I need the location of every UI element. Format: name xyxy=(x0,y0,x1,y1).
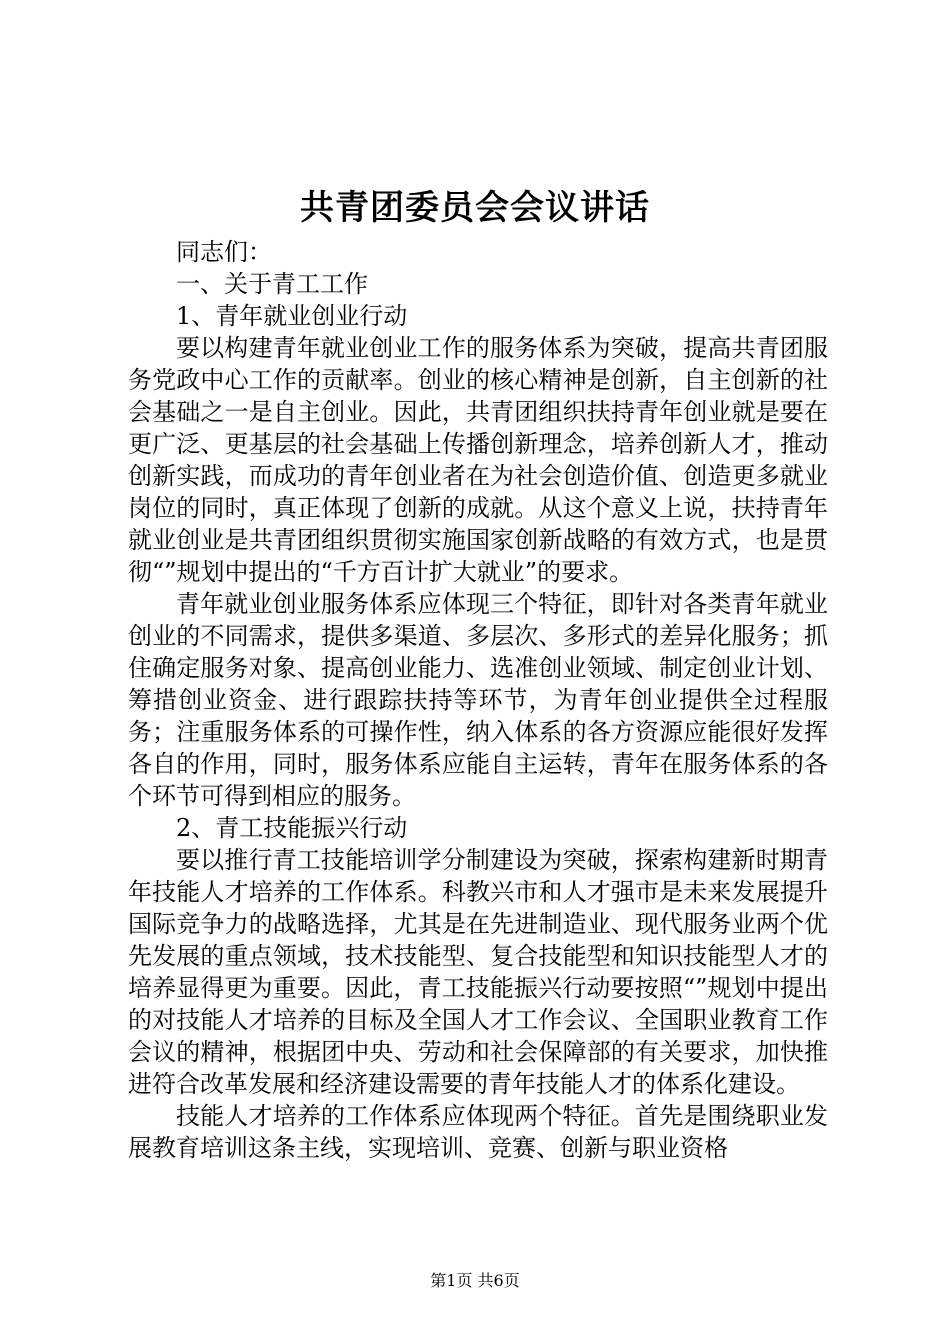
document-title: 共青团委员会会议讲话 xyxy=(300,188,650,228)
subsection-heading: 2、青工技能振兴行动 xyxy=(176,814,408,842)
section-heading: 一、关于青工工作 xyxy=(176,270,368,298)
body-paragraph: 要以构建青年就业创业工作的服务体系为突破，提高共青团服务党政中心工作的贡献率。创业的核心精神是创新，自主创新的社会基础之一是自主创业。因此，共青团组织扶持青年创业就是要在更广泛、更基层的社会基础上传播创新理念，培养创新人才，推动创新实践，而成功的青年创业者在为社会创造价值、创造更多就业岗位的同时，真正体现了创新的成就。从这个意义上说，扶持青年就业创业是共青团组织贯彻实施国家创新战略的有效方式，也是贯彻“”规划中提出的“千方百计扩大就业”的要求。 xyxy=(128,334,828,586)
subsection-heading: 1、青年就业创业行动 xyxy=(176,302,408,330)
page-footer: 第1页 共6页 xyxy=(430,1271,520,1290)
body-paragraph: 青年就业创业服务体系应体现三个特征，即针对各类青年就业创业的不同需求，提供多渠道、多层次、多形式的差异化服务；抓住确定服务对象、提高创业能力、选准创业领域、制定创业计划、筹措创业资金、进行跟踪扶持等环节，为青年创业提供全过程服务；注重服务体系的可操作性，纳入体系的各方资源应能很好发挥各自的作用，同时，服务体系应能自主运转，青年在服务体系的各个环节可得到相应的服务。 xyxy=(128,590,828,810)
salutation: 同志们： xyxy=(176,238,272,266)
body-paragraph: 要以推行青工技能培训学分制建设为突破，探索构建新时期青年技能人才培养的工作体系。科教兴市和人才强市是未来发展提升国际竞争力的战略选择，尤其是在先进制造业、现代服务业两个优先发展的重点领域，技术技能型、复合技能型和知识技能型人才的培养显得更为重要。因此，青工技能振兴行动要按照“”规划中提出的对技能人才培养的目标及全国人才工作会议、全国职业教育工作会议的精神，根据团中央、劳动和社会保障部的有关要求，加快推进符合改革发展和经济建设需要的青年技能人才的体系化建设。 xyxy=(128,846,828,1098)
body-paragraph: 技能人才培养的工作体系应体现两个特征。首先是围绕职业发展教育培训这条主线，实现培训、竞赛、创新与职业资格 xyxy=(128,1102,828,1162)
document-body xyxy=(128,236,828,1164)
